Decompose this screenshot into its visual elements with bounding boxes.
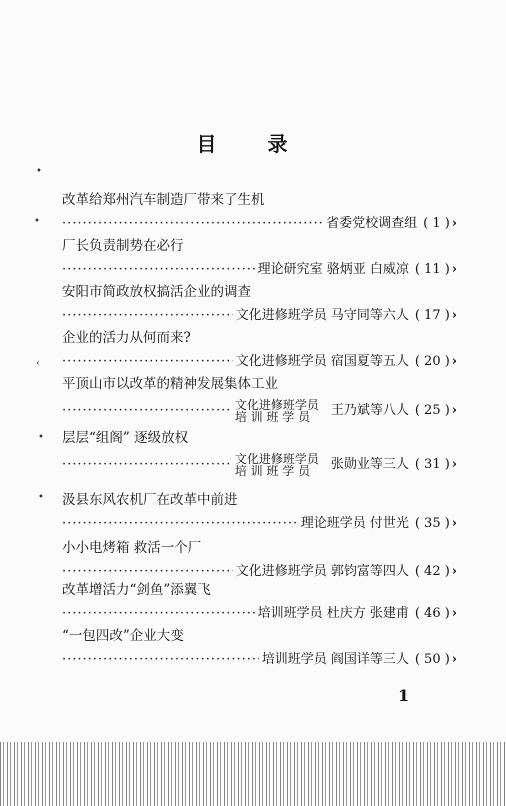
entry-author-stack <box>235 453 319 477</box>
entry-line <box>62 648 457 672</box>
pointer-mark-icon: › <box>451 652 457 667</box>
ink-speck-icon: • <box>34 216 40 227</box>
entry-line <box>62 212 457 236</box>
leader-dots <box>62 453 232 477</box>
entry-line <box>62 396 457 426</box>
leader-dots <box>62 304 233 328</box>
pointer-mark-icon: › <box>451 308 457 323</box>
ink-speck-icon: • <box>36 166 42 177</box>
entry-title: 企业的活力从何而来? <box>62 330 191 346</box>
entry-page: ( 50 ) <box>414 652 450 667</box>
entry-author: 省委党校调查组 <box>326 216 418 231</box>
entry-title: 平顶山市以改革的精神发展集体工业 <box>62 376 278 392</box>
entry-line <box>62 512 457 536</box>
scan-edge-noise <box>0 742 506 806</box>
entry-line <box>62 304 457 328</box>
entry-line <box>62 602 457 626</box>
leader-dots <box>62 258 255 282</box>
entry-author: 理论班学员 付世光 <box>300 516 409 531</box>
entry-author: 文化进修班学员 郭钧富等四人 <box>235 564 409 579</box>
toc-entry[interactable] <box>62 536 457 584</box>
pointer-mark-icon: › <box>451 354 457 369</box>
entry-title: “一包四改”企业大变 <box>62 628 184 644</box>
entry-line <box>62 258 457 282</box>
entry-page: ( 17 ) <box>414 308 450 323</box>
pointer-mark-icon: › <box>451 457 457 472</box>
ink-speck-icon: ‹ <box>36 358 40 369</box>
leader-dots <box>62 602 255 626</box>
page-title: 目 录 <box>196 132 310 156</box>
entry-page: ( 11 ) <box>414 262 450 277</box>
toc-entry[interactable] <box>62 372 457 426</box>
entry-line <box>62 350 457 374</box>
leader-dots <box>62 512 298 536</box>
toc-entry[interactable] <box>62 578 457 626</box>
pointer-mark-icon: › <box>451 564 457 579</box>
toc-entry[interactable] <box>62 624 457 672</box>
entry-names: 张勋业等三人 <box>330 457 409 472</box>
toc-entry[interactable] <box>62 488 457 536</box>
entry-page: ( 1 ) <box>423 216 450 231</box>
entry-author: 培训班学员 杜庆方 张建甫 <box>257 606 409 621</box>
leader-dots <box>62 350 233 374</box>
pointer-mark-icon: › <box>451 403 457 418</box>
toc-entry[interactable] <box>62 234 457 282</box>
leader-dots <box>62 648 259 672</box>
toc-entry[interactable] <box>62 280 457 328</box>
pointer-mark-icon: › <box>451 606 457 621</box>
entry-page: ( 35 ) <box>414 516 450 531</box>
ink-speck-icon: • <box>38 432 44 443</box>
entry-author: 理论研究室 骆炳亚 白威凉 <box>257 262 409 277</box>
entry-author-line: 培 训 班 学 员 <box>234 410 311 424</box>
pointer-mark-icon: › <box>451 262 457 277</box>
entry-title: 改革增活力“剑鱼”添翼飞 <box>62 582 211 598</box>
entry-page: ( 31 ) <box>414 457 450 472</box>
leader-dots <box>62 399 232 423</box>
toc-entry[interactable] <box>62 426 457 480</box>
entry-title: 厂长负责制势在必行 <box>62 238 184 254</box>
toc-entry[interactable] <box>62 188 457 236</box>
entry-author-line: 培 训 班 学 员 <box>234 464 311 478</box>
entry-page: ( 25 ) <box>414 403 450 418</box>
pointer-mark-icon: › <box>451 216 457 231</box>
entry-page: ( 42 ) <box>414 564 450 579</box>
ink-speck-icon: • <box>38 492 44 503</box>
entry-title: 层层“组阁” 逐级放权 <box>62 430 189 446</box>
leader-dots <box>62 212 323 236</box>
entry-author-line: 文化进修班学员 <box>234 452 319 466</box>
entry-title: 安阳市简政放权搞活企业的调查 <box>62 284 251 300</box>
entry-author-stack <box>235 399 319 423</box>
page-number: 1 <box>398 686 410 705</box>
entry-author: 培训班学员 阎国详等三人 <box>261 652 409 667</box>
toc-entry[interactable] <box>62 326 457 374</box>
entry-author: 文化进修班学员 宿国夏等五人 <box>235 354 409 369</box>
entry-author: 文化进修班学员 马守同等六人 <box>235 308 409 323</box>
entry-title: 汲县东风农机厂在改革中前进 <box>62 492 238 508</box>
entry-title: 小小电烤箱 救活一个厂 <box>62 540 202 556</box>
entry-author-line: 文化进修班学员 <box>234 398 319 412</box>
entry-title: 改革给郑州汽车制造厂带来了生机 <box>62 192 265 208</box>
entry-line <box>62 450 457 480</box>
entry-names: 王乃斌等八人 <box>330 403 409 418</box>
entry-page: ( 20 ) <box>414 354 450 369</box>
pointer-mark-icon: › <box>451 516 457 531</box>
entry-page: ( 46 ) <box>414 606 450 621</box>
